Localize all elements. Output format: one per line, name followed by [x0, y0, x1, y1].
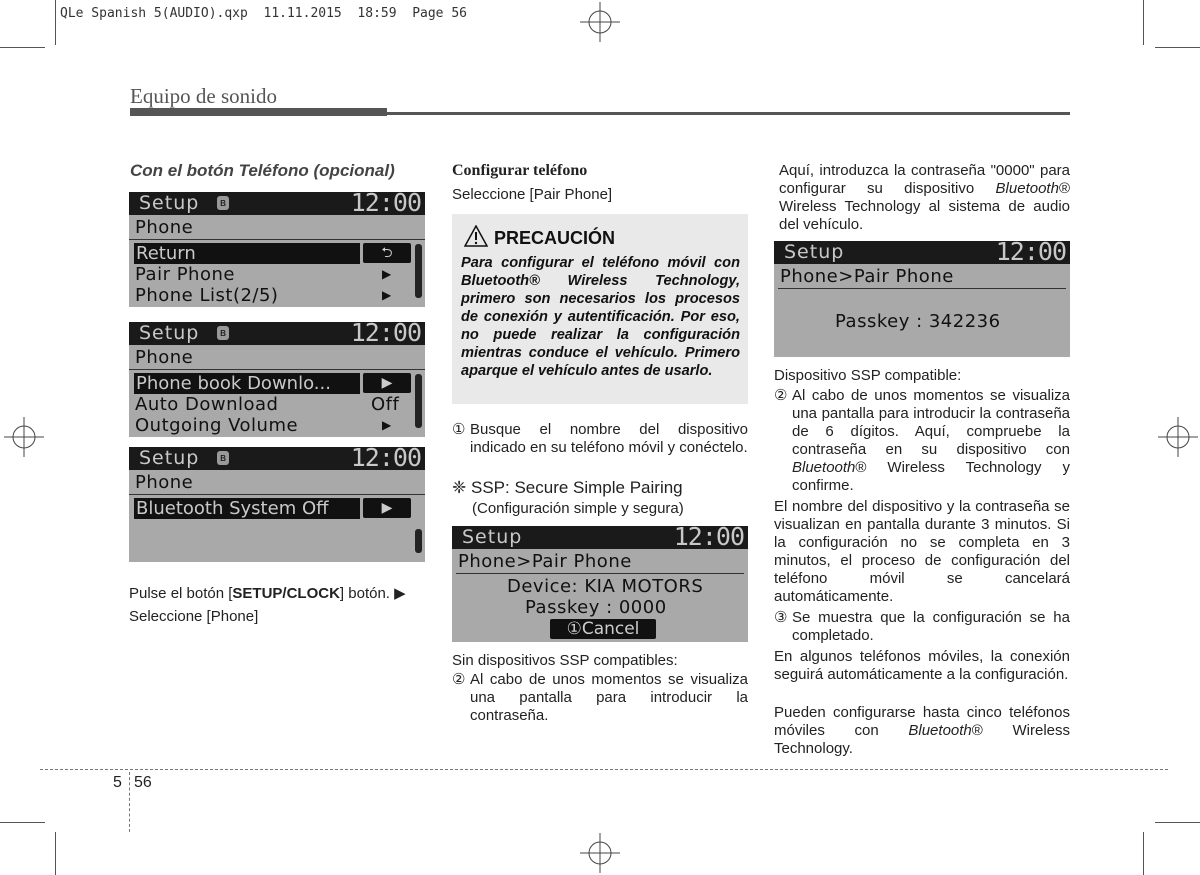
cancel-button[interactable]: ①Cancel [550, 619, 656, 639]
scrollbar[interactable] [415, 374, 422, 428]
registration-mark-icon [1158, 417, 1198, 457]
crop-mark [0, 47, 45, 48]
menu-item-return[interactable]: Return [134, 243, 360, 264]
crop-mark [55, 0, 56, 45]
passkey-text: Passkey : 342236 [835, 311, 1001, 332]
instruction: Pulse el botón [SETUP/CLOCK] botón. ▶ [129, 585, 406, 602]
passkey-text: Passkey : 0000 [525, 597, 667, 618]
screen-breadcrumb: Phone>Pair Phone [780, 266, 954, 287]
crop-mark [1143, 0, 1144, 45]
chevron-right-icon: ▶ [382, 267, 392, 281]
print-header: QLe Spanish 5(AUDIO).qxp 11.11.2015 18:59 Page 56 [60, 6, 467, 21]
screen-breadcrumb: Phone [135, 217, 194, 238]
chevron-right-icon[interactable]: ▶ [363, 373, 411, 393]
menu-item-phone-list[interactable]: Phone List(2/5) [135, 285, 279, 306]
chevron-right-icon[interactable]: ▶ [363, 498, 411, 518]
paragraph: En algunos teléfonos móviles, la conexión seguirá automáticamente a la configuración. [774, 648, 1070, 683]
crop-mark [55, 832, 56, 875]
bluetooth-icon: ʙ [217, 451, 229, 465]
menu-item-auto-download[interactable]: Auto Download [135, 394, 279, 415]
menu-item-phone-book-download[interactable]: Phone book Downlo... [134, 373, 360, 394]
menu-item-pair-phone[interactable]: Pair Phone [135, 264, 235, 285]
registration-mark-icon [580, 2, 620, 42]
lcd-screen-pair-passkey [774, 241, 1070, 357]
instruction-line: Seleccione [Phone] [129, 608, 259, 625]
device-name: Device: KIA MOTORS [507, 576, 704, 597]
screen-clock: 12:00 [995, 241, 1066, 266]
footer-divider [129, 772, 130, 832]
ssp-note: ❈ SSP: Secure Simple Pairing [452, 478, 683, 497]
crop-mark [1155, 822, 1200, 823]
screen-breadcrumb: Phone>Pair Phone [458, 551, 632, 572]
screen-clock: 12:00 [350, 447, 421, 472]
no-ssp-note: Sin dispositivos SSP compatibles: [452, 652, 678, 669]
page-number: 56 [134, 774, 152, 791]
caution-title: PRECAUCIÓN [494, 228, 616, 248]
crop-mark [1155, 47, 1200, 48]
screen-breadcrumb: Phone [135, 472, 194, 493]
screen-clock: 12:00 [350, 322, 421, 347]
screen-clock: 12:00 [673, 526, 744, 551]
back-icon[interactable]: ⮌ [363, 243, 411, 263]
column-heading: Con el botón Teléfono (opcional) [130, 161, 395, 180]
bluetooth-icon: ʙ [217, 196, 229, 210]
ssp-note-sub: (Configuración simple y segura) [472, 500, 684, 517]
menu-item-bluetooth-system-off[interactable]: Bluetooth System Off [134, 498, 360, 519]
crop-mark [1143, 832, 1144, 875]
screen-title: Setup [139, 447, 200, 469]
caution-box [452, 214, 748, 404]
section-title: Equipo de sonido [130, 84, 277, 108]
registration-mark-icon [580, 833, 620, 873]
paragraph: El nombre del dispositivo y la contraseña se visualizan en pantalla durante 3 minutos. Si la configuración no se completa en 3 minutos, el proceso de configuración del teléfono móvil se cancelará automáticamente. [774, 498, 1070, 605]
paragraph: Pueden configurarse hasta cinco teléfonos móviles con Bluetooth® Wireless Technology. [774, 704, 1070, 757]
lcd-screen-phone-menu [129, 192, 425, 307]
bluetooth-icon: ʙ [217, 326, 229, 340]
section-rule [130, 108, 387, 116]
screen-breadcrumb: Phone [135, 347, 194, 368]
intro-text: Seleccione [Pair Phone] [452, 186, 613, 203]
chevron-right-icon: ▶ [382, 418, 392, 432]
chapter-number: 5 [113, 774, 122, 791]
section-rule [387, 112, 1070, 115]
screen-title: Setup [139, 322, 200, 344]
footer-rule [40, 769, 1168, 770]
auto-download-value: Off [371, 394, 400, 415]
ssp-ok-note: Dispositivo SSP compatible: [774, 367, 962, 384]
lcd-screen-pair-device [452, 526, 748, 642]
lcd-screen-bluetooth-off [129, 447, 425, 562]
screen-title: Setup [784, 241, 845, 263]
crop-mark [0, 822, 45, 823]
screen-title: Setup [139, 192, 200, 214]
screen-clock: 12:00 [350, 192, 421, 217]
scrollbar[interactable] [415, 529, 422, 553]
caution-body: Para configurar el teléfono móvil con Bluetooth® Wireless Technology, primero son necesarios los procesos de conexión y autentificación. Por eso, no puede realizar la configuración mientras conduce el vehículo. Primero aparque el vehículo antes de usarlo. [461, 255, 740, 379]
intro-text: Aquí, introduzca la contraseña "0000" para configurar su dispositivo Bluetooth® Wireless Technology al sistema de audio del vehículo. [779, 162, 1070, 233]
chevron-right-icon: ▶ [382, 288, 392, 302]
menu-item-outgoing-volume[interactable]: Outgoing Volume [135, 415, 299, 436]
registration-mark-icon [4, 417, 44, 457]
lcd-screen-phone-options [129, 322, 425, 437]
warning-triangle-icon [464, 225, 488, 247]
column-heading: Configurar teléfono [452, 162, 588, 179]
scrollbar[interactable] [415, 244, 422, 298]
screen-title: Setup [462, 526, 523, 548]
